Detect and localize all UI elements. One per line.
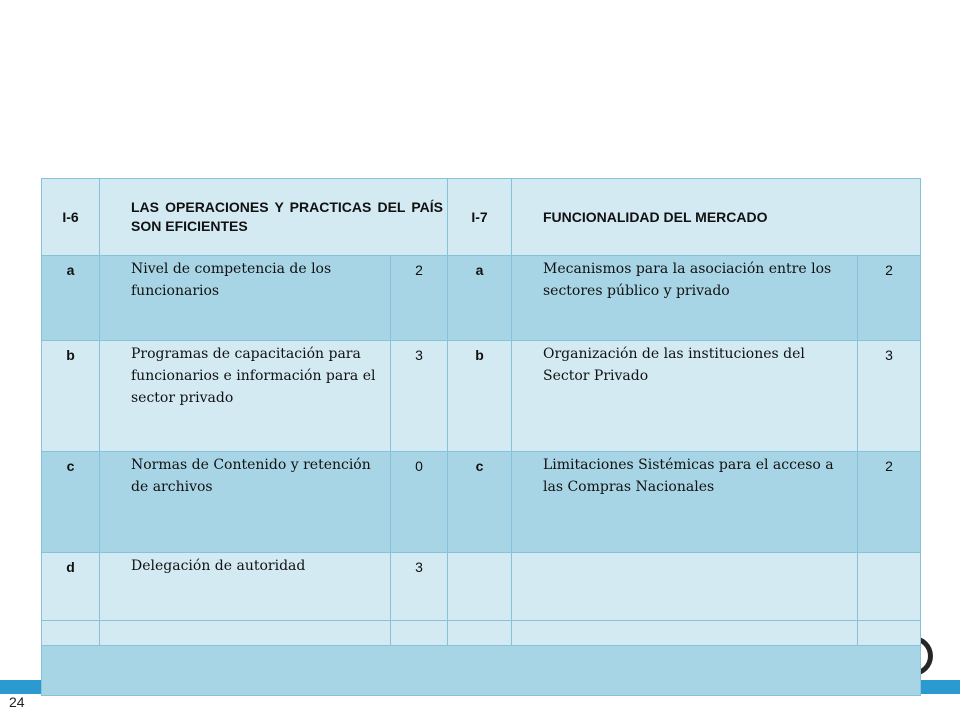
row-letter: b <box>42 341 100 452</box>
row-description: Delegación de autoridad <box>100 553 391 621</box>
table-row <box>42 256 921 341</box>
row-description: Limitaciones Sistémicas para el acceso a las Compras Nacionales <box>512 452 858 553</box>
row-score <box>858 553 921 621</box>
footer-cell <box>42 646 921 696</box>
row-description: Nivel de competencia de los funcionarios <box>100 256 391 341</box>
evaluation-table <box>41 178 921 696</box>
row-letter: c <box>448 452 512 553</box>
row-letter: b <box>448 341 512 452</box>
empty-cell <box>391 621 448 646</box>
row-letter: a <box>42 256 100 341</box>
table-row <box>42 341 921 452</box>
row-letter <box>448 553 512 621</box>
right-indicator-code: I-7 <box>448 179 512 256</box>
row-description <box>512 553 858 621</box>
table-header-row <box>42 179 921 256</box>
empty-cell <box>42 621 100 646</box>
row-score: 2 <box>858 256 921 341</box>
row-description: Organización de las instituciones del Sector Privado <box>512 341 858 452</box>
left-indicator-code: I-6 <box>42 179 100 256</box>
row-description: Mecanismos para la asociación entre los sectores público y privado <box>512 256 858 341</box>
table-row <box>42 553 921 621</box>
page-number: 24 <box>9 694 25 710</box>
row-score: 0 <box>391 452 448 553</box>
empty-cell <box>448 621 512 646</box>
row-score: 3 <box>858 341 921 452</box>
left-indicator-title: LAS OPERACIONES Y PRACTICAS DEL PAÍS SON EFICIENTES <box>100 179 448 256</box>
row-score: 3 <box>391 553 448 621</box>
row-description: Programas de capacitación para funcionarios e información para el sector privado <box>100 341 391 452</box>
row-score: 3 <box>391 341 448 452</box>
table-footer-row <box>42 646 921 696</box>
row-score: 2 <box>391 256 448 341</box>
row-letter: c <box>42 452 100 553</box>
row-description: Normas de Contenido y retención de archivos <box>100 452 391 553</box>
right-indicator-title: FUNCIONALIDAD DEL MERCADO <box>512 179 921 256</box>
empty-cell <box>100 621 391 646</box>
empty-cell <box>858 621 921 646</box>
row-letter: a <box>448 256 512 341</box>
row-letter: d <box>42 553 100 621</box>
table-row-empty <box>42 621 921 646</box>
row-score: 2 <box>858 452 921 553</box>
table-row <box>42 452 921 553</box>
empty-cell <box>512 621 858 646</box>
